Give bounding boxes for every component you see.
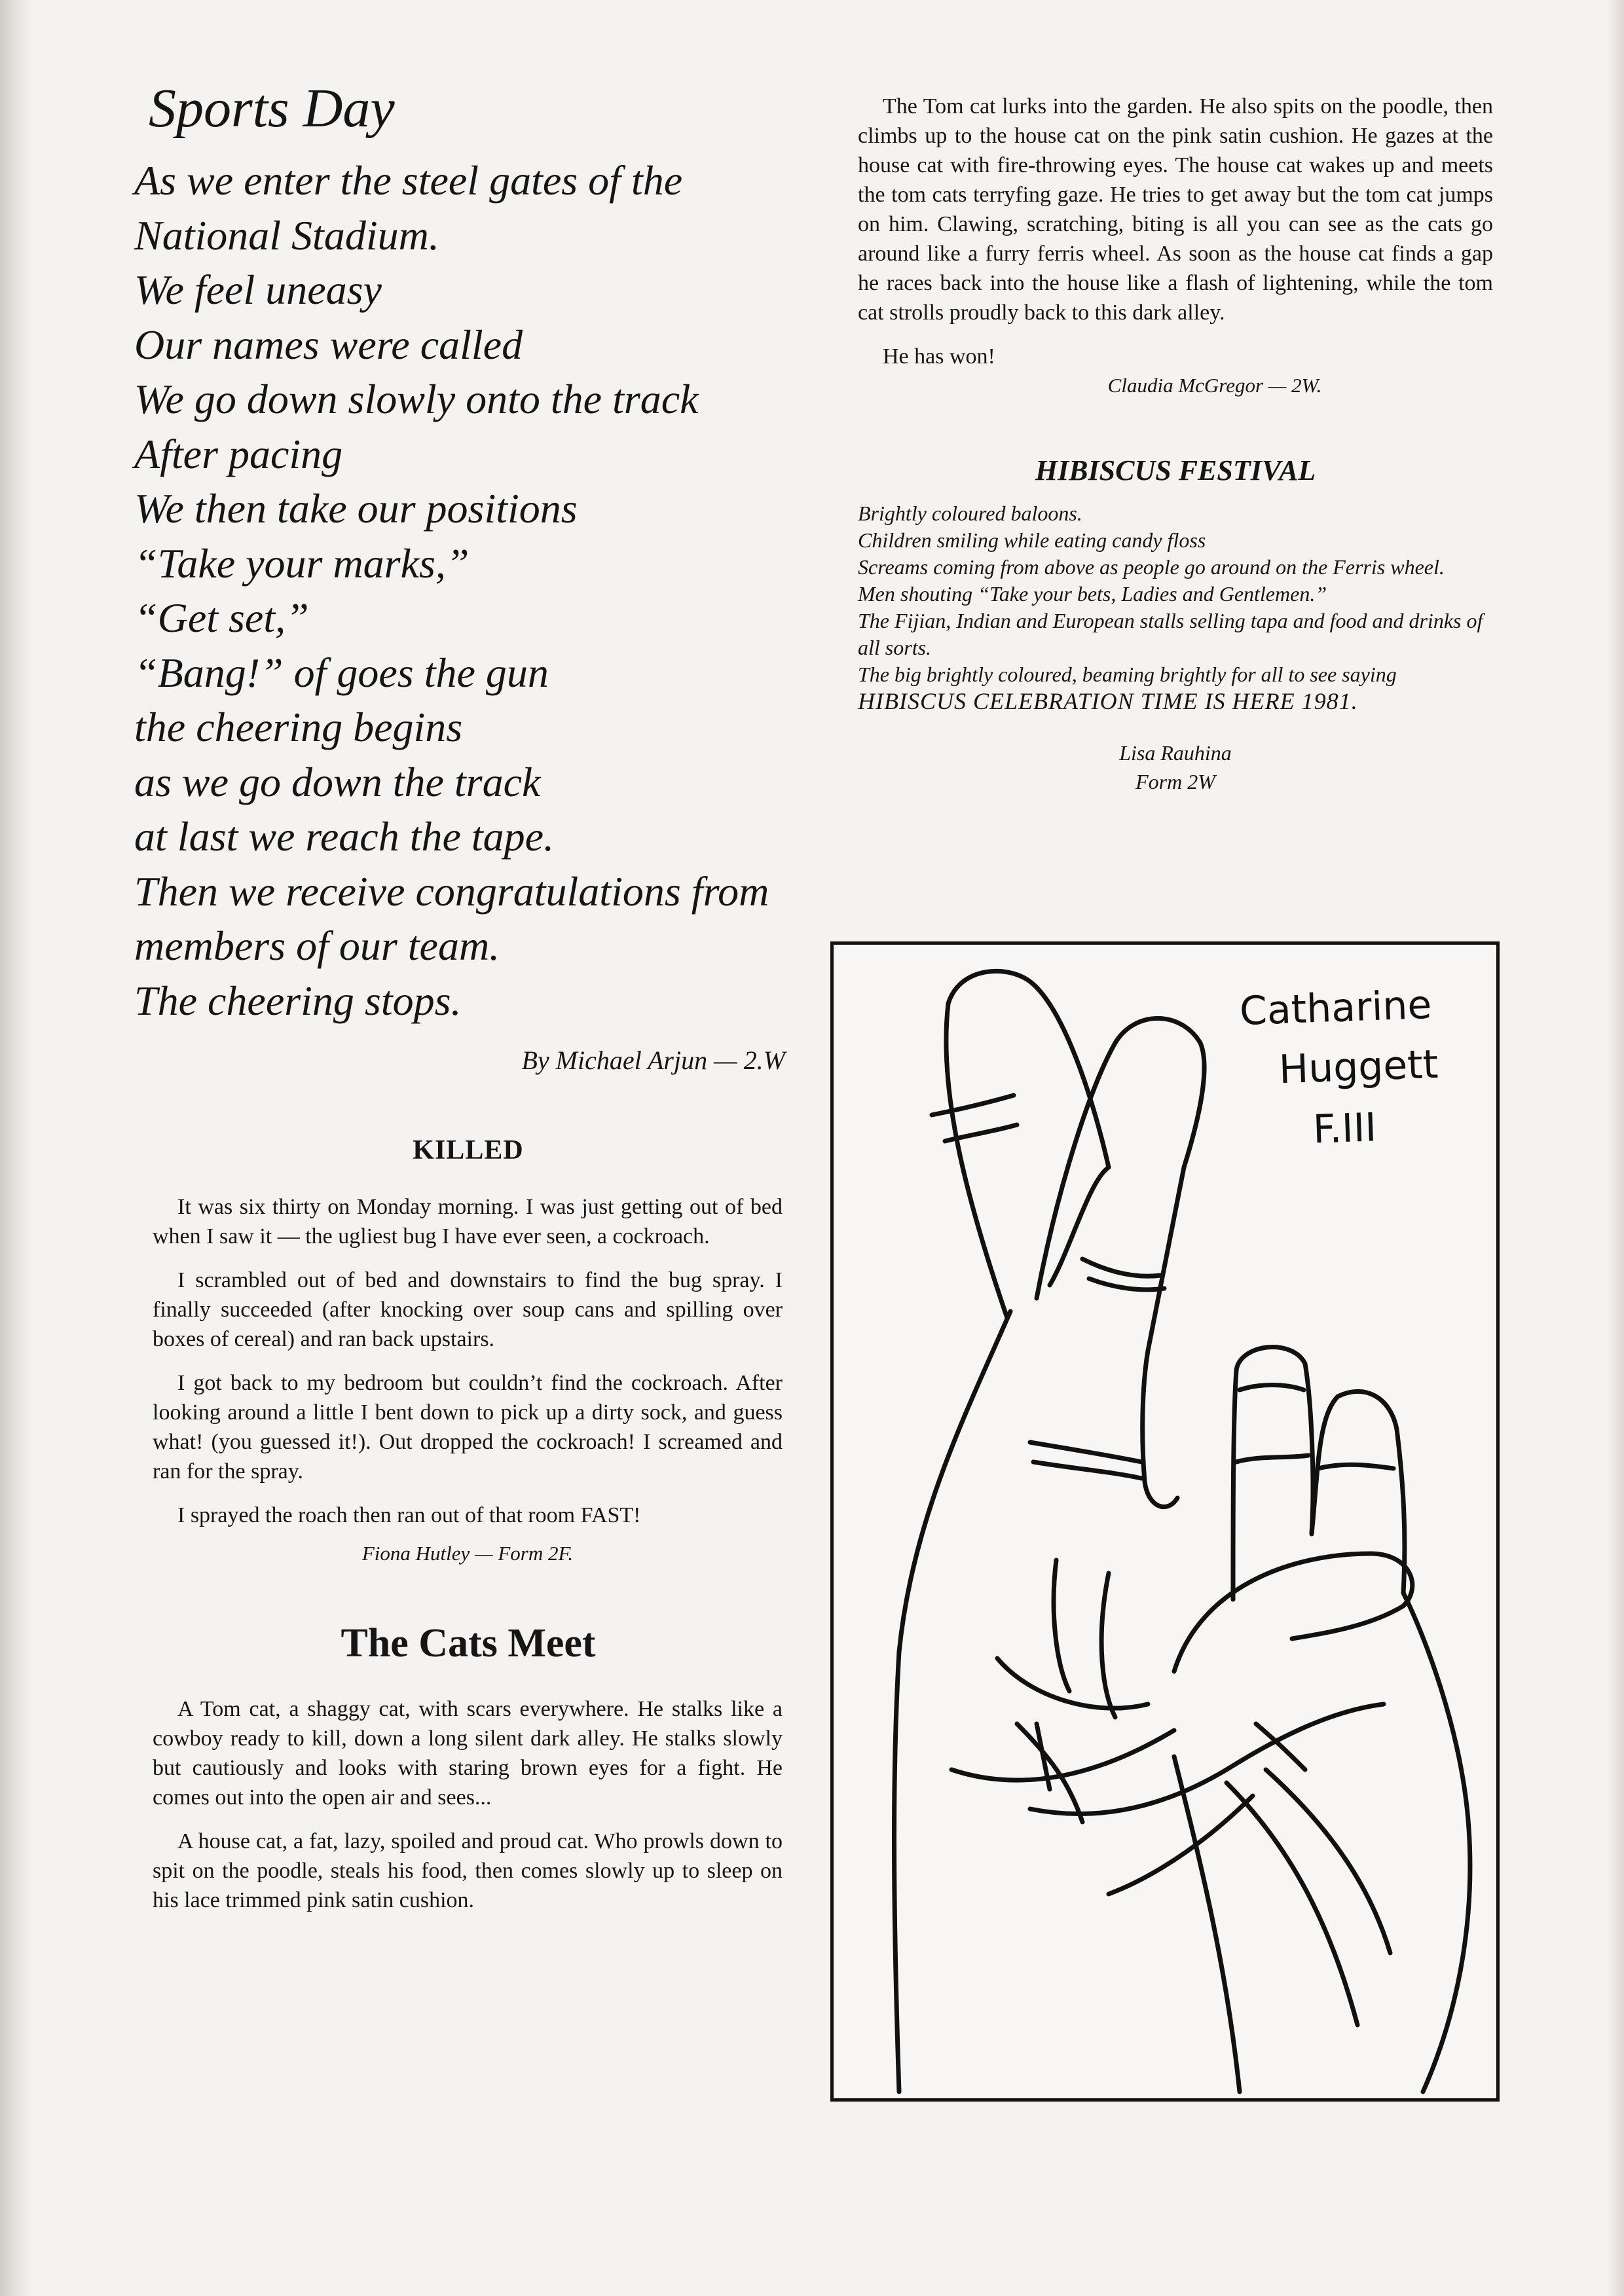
cats-paragraph: He has won! xyxy=(883,344,995,369)
poem-line: as we go down the track xyxy=(134,758,541,805)
hibiscus-line: Brightly coloured baloons. xyxy=(858,501,1082,525)
killed-byline: Fiona Hutley — Form 2F. xyxy=(361,1542,574,1565)
poem-line: We then take our positions xyxy=(134,485,578,532)
cats-body xyxy=(134,1694,802,1915)
poem-line: As we enter the steel gates of the xyxy=(134,157,683,204)
cats-byline: Claudia McGregor — 2W. xyxy=(1107,374,1322,397)
poem-line: “Get set,” xyxy=(134,594,309,642)
cats-paragraph: A house cat, a fat, lazy, spoiled and proud cat. Who prowls down to spit on the poodle, steals his food, then comes slowly up to sleep on his lace trimmed pink satin cushion. xyxy=(153,1829,783,1913)
hibiscus-line: HIBISCUS CELEBRATION TIME IS HERE 1981. xyxy=(858,688,1358,714)
poem-lines xyxy=(134,153,802,1028)
hibiscus-line: The big brightly coloured, beaming brightly for all to see saying xyxy=(858,663,1397,686)
cats-paragraph: A Tom cat, a shaggy cat, with scars everywhere. He stalks like a cowboy ready to kill, down a long silent dark alley. He stalks slowly but cautiously and looks with staring brown eyes for a fight. He comes out into the open air and sees... xyxy=(153,1697,783,1810)
poem-line: Then we receive congratulations from xyxy=(134,867,769,915)
poem-byline: By Michael Arjun — 2.W xyxy=(521,1046,785,1076)
hibiscus-line: Screams coming from above as people go around on the Ferris wheel. xyxy=(858,555,1445,579)
killed-paragraph: I sprayed the roach then ran out of that room FAST! xyxy=(177,1503,641,1528)
killed-paragraph: It was six thirty on Monday morning. I was just getting out of bed when I saw it — the ugliest bug I have ever seen, a cockroach. xyxy=(153,1195,783,1249)
poem-line: National Stadium. xyxy=(134,211,439,259)
poem-line: After pacing xyxy=(134,430,343,477)
poem-line: members of our team. xyxy=(134,922,500,970)
sports-day-poem xyxy=(134,79,802,1076)
killed-body xyxy=(134,1192,802,1565)
artist-signature-form: F.III xyxy=(1312,1104,1378,1153)
hibiscus-byline xyxy=(858,738,1493,796)
killed-paragraph: I scrambled out of bed and downstairs to find the bug spray. I finally succeeded (after knocking over soup cans and spilling over boxes of cereal) and ran back upstairs. xyxy=(153,1268,783,1352)
killed-story xyxy=(134,1135,802,1565)
hibiscus-lines xyxy=(858,500,1493,715)
artist-signature-name: Catharine xyxy=(1238,981,1433,1035)
poem-title: Sports Day xyxy=(149,78,395,139)
poem-line: “Bang!” of goes the gun xyxy=(134,649,549,696)
hibiscus-author: Lisa Rauhina xyxy=(1119,741,1232,765)
hibiscus-line: Children smiling while eating candy floss xyxy=(858,528,1206,552)
cats-paragraph: The Tom cat lurks into the garden. He also spits on the poodle, then climbs up to the house cat on the pink satin cushion. He gazes at the house cat with fire-throwing eyes. The house cat wakes up and meets the tom cats terryfing gaze. He tries to get away but the tom cat jumps on him. Clawing, scratching, biting is all you can see as the cats go around like a furry ferris wheel. As soon as the house cat finds a gap he races back into the house like a flash of lightening, while the tom cat strolls proudly back to this dark alley. xyxy=(858,94,1493,325)
right-column xyxy=(858,92,1493,796)
poem-line: We go down slowly onto the track xyxy=(134,376,699,423)
poem-line: at last we reach the tape. xyxy=(134,813,555,860)
hibiscus-line: Men shouting “Take your bets, Ladies and Gentlemen.” xyxy=(858,582,1327,606)
poem-line: “Take your marks,” xyxy=(134,539,470,587)
page-edge xyxy=(1607,0,1624,2296)
crossed-fingers-drawing xyxy=(834,945,1496,2098)
hibiscus-title: HIBISCUS FESTIVAL xyxy=(1035,454,1316,486)
hibiscus-poem xyxy=(858,454,1493,796)
hibiscus-form: Form 2W xyxy=(1135,770,1215,793)
poem-line: Our names were called xyxy=(134,321,523,368)
poem-line: The cheering stops. xyxy=(134,977,462,1024)
hand-drawing-frame xyxy=(830,941,1500,2102)
left-column xyxy=(134,79,802,1929)
hibiscus-line: The Fijian, Indian and European stalls selling tapa and food and drinks of all sorts. xyxy=(858,609,1483,659)
killed-paragraph: I got back to my bedroom but couldn’t find the cockroach. After looking around a little I bent down to pick up a dirty sock, and guess what! (you guessed it!). Out dropped the cockroach! I screamed and ran for the spray. xyxy=(153,1371,783,1484)
cats-meet-story xyxy=(134,1620,802,1915)
artist-signature-surname: Huggett xyxy=(1278,1041,1439,1093)
page-gutter xyxy=(0,0,34,2296)
poem-line: We feel uneasy xyxy=(134,266,382,314)
killed-title: KILLED xyxy=(413,1135,524,1166)
cats-continued xyxy=(858,92,1493,397)
poem-line: the cheering begins xyxy=(134,704,463,751)
cats-title: The Cats Meet xyxy=(341,1621,596,1666)
